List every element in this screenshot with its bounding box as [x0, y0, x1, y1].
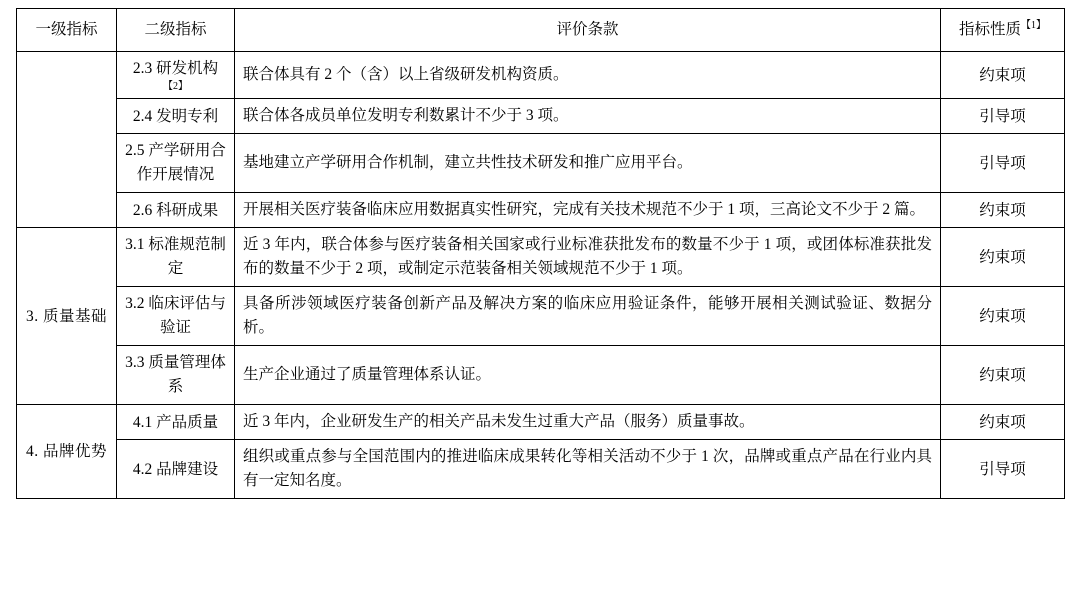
clause-cell: 生产企业通过了质量管理体系认证。 — [235, 346, 941, 405]
header-nature-label: 指标性质 — [958, 21, 1021, 39]
table-header — [17, 9, 1065, 52]
table-row — [17, 52, 1065, 99]
level2-cell: 2.6 科研成果 — [117, 193, 235, 228]
table-row — [17, 134, 1065, 193]
header-level1: 一级指标 — [17, 9, 117, 52]
level2-cell: 4.2 品牌建设 — [117, 440, 235, 499]
nature-cell: 引导项 — [941, 440, 1065, 499]
level1-cell-brand: 4. 品牌优势 — [17, 405, 117, 499]
header-nature — [941, 9, 1065, 52]
nature-cell: 约束项 — [941, 228, 1065, 287]
level2-cell — [117, 52, 235, 99]
evaluation-criteria-table — [16, 8, 1065, 499]
header-level2: 二级指标 — [117, 9, 235, 52]
table-row — [17, 346, 1065, 405]
level2-cell: 3.1 标准规范制定 — [117, 228, 235, 287]
clause-cell: 近 3 年内，企业研发生产的相关产品未发生过重大产品（服务）质量事故。 — [235, 405, 941, 440]
clause-cell: 基地建立产学研用合作机制，建立共性技术研发和推广应用平台。 — [235, 134, 941, 193]
table-row — [17, 99, 1065, 134]
level2-label: 2.3 研发机构 — [132, 60, 219, 77]
clause-cell: 组织或重点参与全国范围内的推进临床成果转化等相关活动不少于 1 次，品牌或重点产品在行业内具有一定知名度。 — [235, 440, 941, 499]
nature-cell: 引导项 — [941, 134, 1065, 193]
table-body — [17, 52, 1065, 499]
clause-cell: 联合体具有 2 个（含）以上省级研发机构资质。 — [235, 52, 941, 99]
nature-cell: 引导项 — [941, 99, 1065, 134]
level2-footnote: 【2】 — [163, 81, 188, 93]
nature-cell: 约束项 — [941, 405, 1065, 440]
level1-cell-quality: 3. 质量基础 — [17, 228, 117, 405]
clause-cell: 近 3 年内，联合体参与医疗装备相关国家或行业标准获批发布的数量不少于 1 项，或团体标准获批发布的数量不少于 2 项，或制定示范装备相关领域规范不少于 1 项。 — [235, 228, 941, 287]
nature-cell: 约束项 — [941, 346, 1065, 405]
nature-cell: 约束项 — [941, 287, 1065, 346]
clause-cell: 开展相关医疗装备临床应用数据真实性研究，完成有关技术规范不少于 1 项，三高论文不少于 2 篇。 — [235, 193, 941, 228]
header-clause: 评价条款 — [235, 9, 941, 52]
level2-cell: 3.3 质量管理体系 — [117, 346, 235, 405]
level1-cell-group2 — [17, 52, 117, 228]
level2-cell: 2.5 产学研用合作开展情况 — [117, 134, 235, 193]
level2-cell: 2.4 发明专利 — [117, 99, 235, 134]
table-row — [17, 440, 1065, 499]
nature-cell: 约束项 — [941, 193, 1065, 228]
level2-cell: 3.2 临床评估与验证 — [117, 287, 235, 346]
table-row — [17, 405, 1065, 440]
clause-cell: 具备所涉领域医疗装备创新产品及解决方案的临床应用验证条件，能够开展相关测试验证、数据分析。 — [235, 287, 941, 346]
clause-cell: 联合体各成员单位发明专利数累计不少于 3 项。 — [235, 99, 941, 134]
table-header-row — [17, 9, 1065, 52]
table-row — [17, 193, 1065, 228]
nature-cell: 约束项 — [941, 52, 1065, 99]
level2-cell: 4.1 产品质量 — [117, 405, 235, 440]
table-row — [17, 287, 1065, 346]
header-nature-footnote: 【1】 — [1021, 20, 1046, 32]
table-row — [17, 228, 1065, 287]
